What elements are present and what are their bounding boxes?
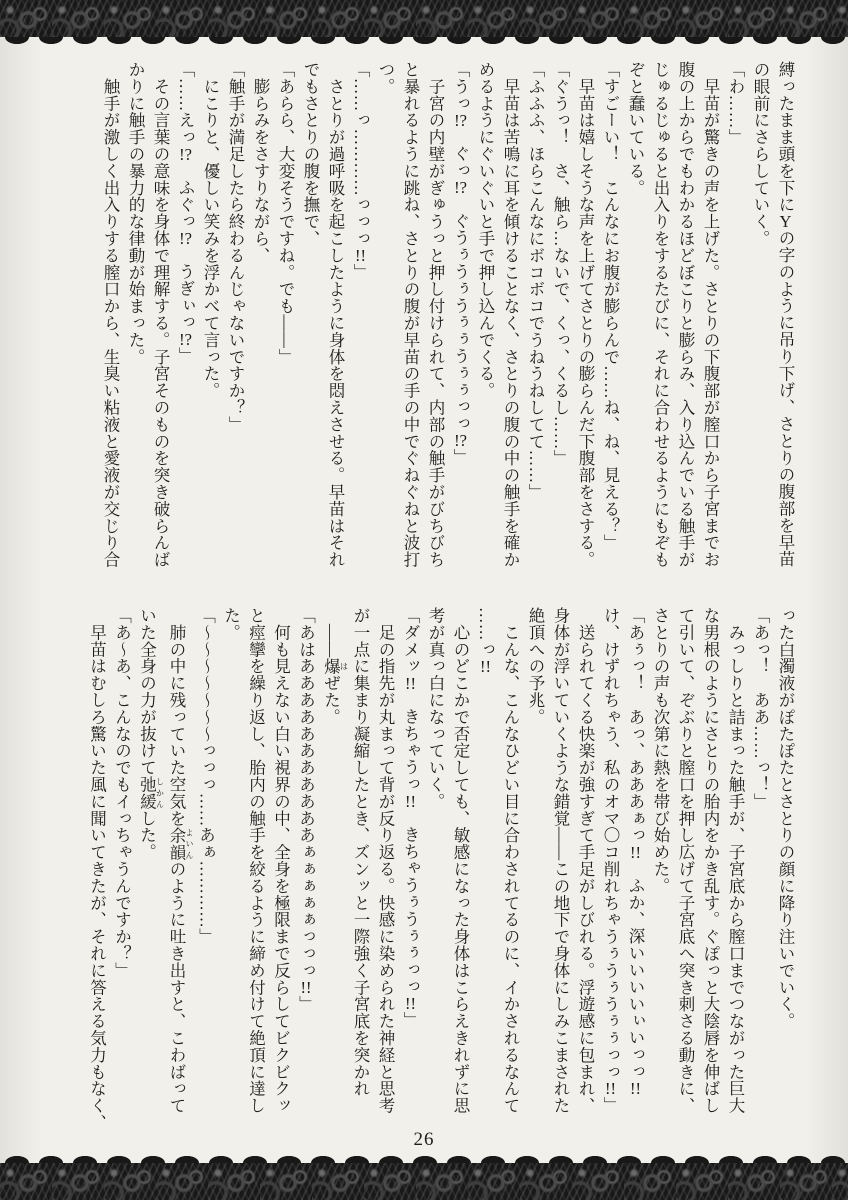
top-text-block	[86, 61, 798, 591]
text-column: 「ふふふ、ほらこんなにボコボコでうねうねしてて……」	[526, 61, 545, 501]
text-column: 肺の中に残っていた空気を余韻 よいんのように吐き出すと、こわばって	[167, 607, 194, 1115]
bottom-text-block	[86, 607, 798, 1137]
text-column: 「ダメッ!! きちゃうっ!! きちゃうぅうぅぅっっ!!」	[401, 607, 420, 1029]
text-column: 「あはあああああああああああぁぁぁぁぁっっっ!!」	[296, 607, 316, 1013]
text-column: と痙攣を繰り返し、胎内の触手を絞るように締め付けて絶頂に達し	[246, 607, 266, 1114]
page-number: 26	[413, 1129, 435, 1150]
text-column: 何も見えない白い視界の中、全身を極限まで反らしてビクビクッ	[271, 607, 291, 1114]
text-column: かりに触手の暴力的な律動が始まった。	[126, 61, 145, 366]
lace-bottom-border	[0, 1153, 848, 1200]
text-column: 「あ〜あ、こんなのでもイっちゃうんですか？」	[112, 607, 132, 979]
text-column: 「触手が満足したら終わるんじゃないですか？」	[226, 61, 245, 433]
text-column: めるようにぐいぐいと手で押し込んでくる。	[476, 61, 495, 399]
text-column: 「うっ!? ぐっ!? ぐうぅうぅうぅぅうぅぅっっ!?」	[451, 61, 470, 466]
lace-top-border	[0, 0, 848, 47]
text-column: 絶頂への予兆。	[526, 607, 545, 726]
text-column: った白濁液がぽたぽたとさとりの顔に降り注いでいく。	[776, 607, 795, 1030]
text-column: にこりと、優しい笑みを浮かべて言った。	[201, 61, 220, 399]
text-column: でもさとりの腹を撫で、	[301, 61, 320, 247]
text-column: 子宮の内壁がぎゅうっと押し付けられて、内部の触手がびちびち	[426, 61, 445, 568]
text-column: ……っ!!	[476, 607, 495, 675]
page-content	[0, 47, 848, 1153]
lace-top-texture	[0, 0, 848, 37]
text-column: さとりが過呼吸を起こしたように身体を悶えさせる。早苗はそれ	[326, 61, 345, 568]
text-column: さとりの声も次第に熱を帯び始めた。	[651, 607, 670, 895]
lace-bottom-scallop-edge	[0, 1153, 848, 1163]
text-column: 早苗は苦鳴に耳を傾けることなく、さとりの腹の中の触手を確か	[501, 61, 520, 568]
text-column: け、けずれちゃう、私のオマ〇コ削れちゃうぅうぅうぅぅっっ!!」	[601, 607, 620, 1114]
text-column: 縛ったまま頭を下にYの字のように吊り下げ、さとりの腹部を早苗	[776, 61, 795, 568]
text-column: 「わ……」	[726, 61, 745, 146]
text-column: じゅるじゅると出入りをするたびに、それに合わせるようにもぞも	[651, 61, 670, 568]
text-column: 「ぐうっ！ さ、触ら…ないで、くっ、くるし……」	[551, 61, 570, 467]
text-column: いた全身の力が抜けて弛緩 しかんした。	[137, 607, 165, 861]
text-column: 考が真っ白になっていく。	[426, 607, 445, 810]
text-column: 「あらら、大変そうですね。でも――」	[276, 61, 295, 366]
text-column: と暴れるように跳ね、さとりの腹が早苗の手の中でぐねぐねと波打	[401, 61, 420, 568]
text-column: て引いて、ぞぶりと膣口を押し広げて子宮底へ突き刺さる動きに、	[676, 607, 695, 1114]
text-column: つ。	[376, 61, 395, 95]
text-column: 「あっ！ ああ……っ！」	[751, 607, 770, 810]
text-column: 「……っ…………っっっ!!」	[351, 61, 370, 281]
lace-top-scallop-edge	[0, 37, 848, 47]
text-column: が一点に集まり凝縮したとき、ズンッと一際強く子宮底を突かれ	[351, 607, 370, 1098]
text-column: の眼前にさらしていく。	[751, 61, 770, 247]
text-column: 「〜〜〜〜〜〜〜っっっ……あぁ…………」	[196, 607, 216, 945]
lace-bottom-texture	[0, 1163, 848, 1200]
text-column: 足の指先が丸まって背が反り返る。快感に染められた神経と思考	[376, 607, 395, 1114]
text-column: な男根のようにさとりの胎内をかき乱す。ぐぽっと大陰唇を伸ばし	[701, 607, 720, 1114]
text-column: 「あぅっ！ あっ、あああぁっ!! ふか、深いいいいぃいっっ!!	[626, 607, 645, 1097]
text-column: 早苗はむしろ驚いた風に聞いてきたが、それに答える気力もなく、	[87, 607, 107, 1131]
text-column: 腹の上からでもわかるほどぼこりと膨らみ、入り込んでいる触手が	[676, 61, 695, 568]
text-column: 早苗が驚きの声を上げた。さとりの下腹部が膣口から子宮までお	[701, 61, 720, 568]
text-column: 身体が浮いていくような錯覚――この地下で身体にしみこまされた	[551, 607, 570, 1114]
text-column: 触手が激しく出入りする膣口から、生臭い粘液と愛液が交じり合	[101, 61, 120, 568]
text-column: 早苗は嬉しそうな声を上げてさとりの膨らんだ下腹部をさする。	[576, 61, 595, 568]
text-column: 送られてくる快楽が強すぎて手足がしびれる。浮遊感に包まれ、	[576, 607, 595, 1114]
text-column: 心のどこかで否定しても、敏感になった身体はこらえきれずに思	[451, 607, 470, 1114]
text-column: ――爆 はぜた。	[321, 607, 349, 726]
text-column: 「……えっ!? ふぐっ!? うぎぃっ!?」	[176, 61, 195, 365]
text-column: その言葉の意味を身体で理解する。子宮そのものを突き破らんば	[151, 61, 170, 568]
text-column: 「すごーい！ こんなにお腹が膨らんで……ね、ね、見える？」	[601, 61, 620, 552]
text-column: ぞと蠢いている。	[626, 61, 645, 197]
text-column: た。	[221, 607, 241, 641]
text-column: みっしりと詰まった触手が、子宮底から膣口までつながった巨大	[726, 607, 745, 1114]
text-column: こんな、こんなひどい目に合わされてるのに、イかされるなんて	[501, 607, 520, 1114]
text-column: 膨らみをさすりながら、	[251, 61, 270, 264]
